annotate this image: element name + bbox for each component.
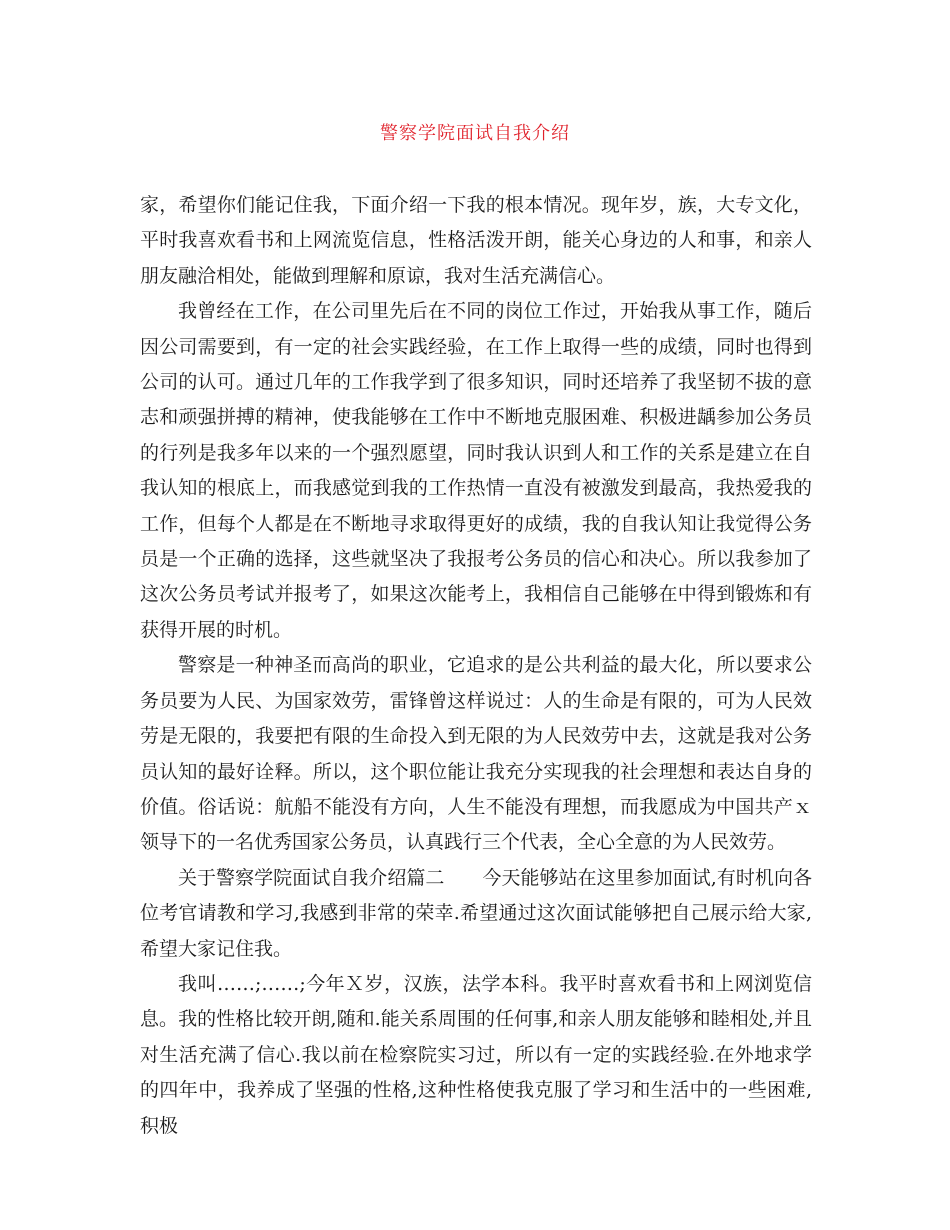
paragraph-police-career: 警察是一种神圣而高尚的职业，它追求的是公共利益的最大化，所以要求公务员要为人民、为国家效劳，雷锋曾这样说过：人的生命是有限的，可为人民效劳是无限的，我要把有限的生命投入到无限的为人民效劳中去，这就是我对公务员认知的最好诠释。所以，这个职位能让我充分实现我的社会理想和表达自身的价值。俗话说：航船不能没有方向，人生不能没有理想，而我愿成为中国共产ｘ领导下的一名优秀国家公务员，认真践行三个代表，全心全意的为人民效劳。 xyxy=(140,654,812,854)
paragraph-work-experience: 我曾经在工作，在公司里先后在不同的岗位工作过，开始我从事工作，随后因公司需要到，有一定的社会实践经验，在工作上取得一些的成绩，同时也得到公司的认可。通过几年的工作我学到了很多知识，同时还培养了我坚韧不拔的意志和顽强拼搏的精神，使我能够在工作中不断地克服困难、积极进龋参加公务员的行列是我多年以来的一个强烈愿望，同时我认识到人和工作的关系是建立在自我认知的根底上，而我感觉到我的工作热情一直没有被激发到最高，我热爱我的工作，但每个人都是在不断地寻求取得更好的成绩，我的自我认知让我觉得公务员是一个正确的选择，这些就坚决了我报考公务员的信心和决心。所以我参加了这次公务员考试并报考了，如果这次能考上，我相信自己能够在中得到锻炼和有获得开展的时机。 xyxy=(140,300,812,641)
document-body xyxy=(140,188,812,1144)
paragraph-section-two: 关于警察学院面试自我介绍篇二 今天能够站在这里参加面试,有时机向各位考官请教和学习,我感到非常的荣幸.希望通过这次面试能够把自己展示给大家,希望大家记住我。 xyxy=(140,866,812,960)
page-title: 警察学院面试自我介绍 xyxy=(380,123,570,144)
paragraph-intro: 家，希望你们能记住我，下面介绍一下我的根本情况。现年岁，族，大专文化，平时我喜欢看书和上网流览信息，性格活泼开朗，能关心身边的人和事，和亲人朋友融洽相处，能做到理解和原谅，我对生活充满信心。 xyxy=(140,194,812,287)
paragraph-personal-info: 我叫……;……;今年Ｘ岁，汉族，法学本科。我平时喜欢看书和上网浏览信息。我的性格比较开朗,随和.能关系周围的任何事,和亲人朋友能够和睦相处,并且对生活充满了信心.我以前在检察院实习过，所以有一定的实践经验.在外地求学的四年中，我养成了坚强的性格,这种性格使我克服了学习和生活中的一些困难,积极 xyxy=(140,972,812,1137)
